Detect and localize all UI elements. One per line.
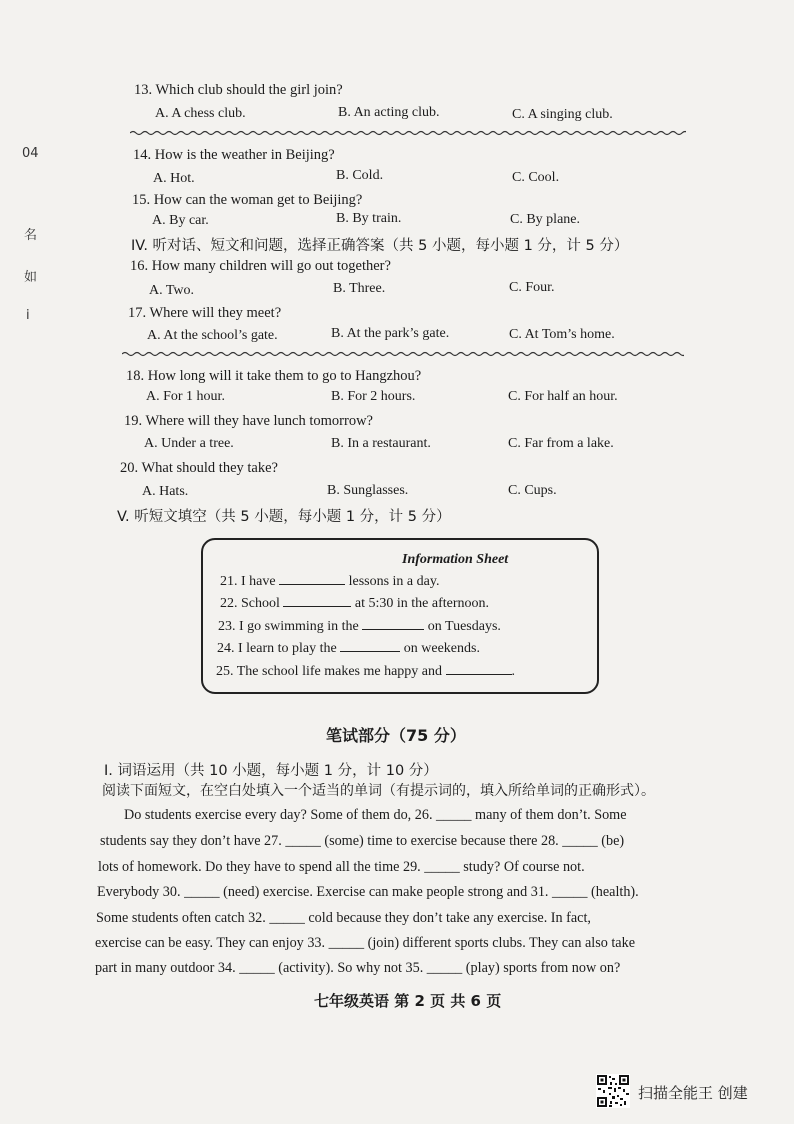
answer-blank[interactable] bbox=[362, 629, 424, 630]
question-19-stem: 19. Where will they have lunch tomorrow? bbox=[124, 413, 373, 429]
question-17-option-a: A. At the school’s gate. bbox=[147, 328, 278, 343]
info-line-25 bbox=[216, 664, 515, 680]
question-18-option-b: B. For 2 hours. bbox=[331, 389, 416, 404]
paragraph-line: exercise can be easy. They can enjoy 33. _____ (join) different sports clubs. They can also take bbox=[95, 935, 635, 951]
question-14-option-a: A. Hot. bbox=[153, 171, 195, 186]
info-line-text: . bbox=[511, 664, 516, 679]
info-line-text: on Tuesdays. bbox=[427, 619, 501, 634]
question-19-option-b: B. In a restaurant. bbox=[331, 436, 431, 451]
question-20-stem: 20. What should they take? bbox=[120, 460, 278, 476]
paragraph-line: Everybody 30. _____ (need) exercise. Exercise can make people strong and 31. _____ (health). bbox=[97, 884, 639, 900]
question-15-option-a: A. By car. bbox=[152, 213, 209, 228]
margin-mark: 04 bbox=[22, 146, 39, 161]
paragraph-line: Do students exercise every day? Some of them do, 26. _____ many of them don’t. Some bbox=[124, 807, 627, 823]
info-line-text: on weekends. bbox=[403, 641, 480, 656]
info-line-23 bbox=[218, 619, 501, 635]
margin-mark: 名 bbox=[24, 228, 38, 243]
question-17-stem: 17. Where will they meet? bbox=[128, 305, 282, 321]
question-16-option-c: C. Four. bbox=[509, 280, 555, 295]
section-5-heading: V. 听短文填空（共 5 小题，每小题 1 分，计 5 分） bbox=[117, 509, 451, 525]
question-16-option-a: A. Two. bbox=[149, 283, 195, 298]
scanner-watermark: 扫描全能王 创建 bbox=[638, 1084, 748, 1102]
info-line-21 bbox=[220, 574, 439, 590]
written-part-title: 笔试部分（75 分） bbox=[326, 726, 466, 745]
question-20-option-a: A. Hats. bbox=[142, 484, 189, 499]
question-13-option-a: A. A chess club. bbox=[155, 106, 246, 121]
question-14-option-c: C. Cool. bbox=[512, 170, 560, 185]
paragraph-line: part in many outdoor 34. _____ (activity). So why not 35. _____ (play) sports from now on? bbox=[95, 960, 621, 976]
wavy-divider bbox=[130, 130, 686, 136]
wavy-divider bbox=[122, 351, 684, 357]
question-17-option-b: B. At the park’s gate. bbox=[331, 326, 450, 341]
info-line-text: 21. I have bbox=[220, 574, 276, 589]
question-16-stem: 16. How many children will go out together? bbox=[130, 258, 391, 274]
question-16-option-b: B. Three. bbox=[333, 281, 386, 296]
question-13-option-b: B. An acting club. bbox=[338, 105, 440, 120]
question-13-stem: 13. Which club should the girl join? bbox=[134, 82, 343, 98]
question-18-option-c: C. For half an hour. bbox=[508, 389, 618, 404]
question-14-stem: 14. How is the weather in Beijing? bbox=[133, 147, 335, 163]
question-19-option-a: A. Under a tree. bbox=[144, 436, 234, 451]
written-section-1-heading: I. 词语运用（共 10 小题，每小题 1 分，计 10 分） bbox=[104, 763, 438, 779]
margin-mark: 如 bbox=[24, 270, 38, 285]
info-line-text: 22. School bbox=[220, 596, 280, 611]
qr-code-icon bbox=[596, 1074, 630, 1108]
question-19-option-c: C. Far from a lake. bbox=[508, 436, 614, 451]
question-18-stem: 18. How long will it take them to go to Hangzhou? bbox=[126, 368, 422, 384]
question-14-option-b: B. Cold. bbox=[336, 168, 384, 183]
answer-blank[interactable] bbox=[340, 651, 400, 652]
page-footer: 七年级英语 第 2 页 共 6 页 bbox=[314, 992, 502, 1010]
answer-blank[interactable] bbox=[283, 606, 351, 607]
info-line-text: lessons in a day. bbox=[348, 574, 440, 589]
question-15-option-c: C. By plane. bbox=[510, 212, 580, 227]
question-20-option-c: C. Cups. bbox=[508, 483, 557, 498]
answer-blank[interactable] bbox=[279, 584, 345, 585]
question-18-option-a: A. For 1 hour. bbox=[146, 389, 225, 404]
information-sheet-title: Information Sheet bbox=[402, 552, 509, 567]
info-line-24 bbox=[217, 641, 480, 657]
written-instruction: 阅读下面短文，在空白处填入一个适当的单词（有提示词的，填入所给单词的正确形式）。 bbox=[102, 783, 655, 799]
paragraph-line: students say they don’t have 27. _____ (some) time to exercise because there 28. _____ (be) bbox=[100, 833, 625, 849]
section-4-heading: IV. 听对话、短文和问题，选择正确答案（共 5 小题，每小题 1 分，计 5 分） bbox=[131, 238, 629, 254]
paragraph-line: Some students often catch 32. _____ cold because they don’t take any exercise. In fact, bbox=[96, 910, 591, 926]
question-20-option-b: B. Sunglasses. bbox=[327, 483, 409, 498]
margin-mark: i bbox=[26, 308, 30, 323]
info-line-text: 24. I learn to play the bbox=[217, 641, 337, 656]
answer-blank[interactable] bbox=[446, 674, 512, 675]
info-line-text: 25. The school life makes me happy and bbox=[216, 664, 443, 679]
question-15-stem: 15. How can the woman get to Beijing? bbox=[132, 192, 363, 208]
info-line-text: 23. I go swimming in the bbox=[218, 619, 359, 634]
question-17-option-c: C. At Tom’s home. bbox=[509, 327, 615, 342]
paragraph-line: lots of homework. Do they have to spend all the time 29. _____ study? Of course not. bbox=[98, 859, 585, 875]
question-15-option-b: B. By train. bbox=[336, 211, 402, 226]
info-line-22 bbox=[220, 596, 489, 612]
question-13-option-c: C. A singing club. bbox=[512, 107, 613, 122]
info-line-text: at 5:30 in the afternoon. bbox=[354, 596, 490, 611]
